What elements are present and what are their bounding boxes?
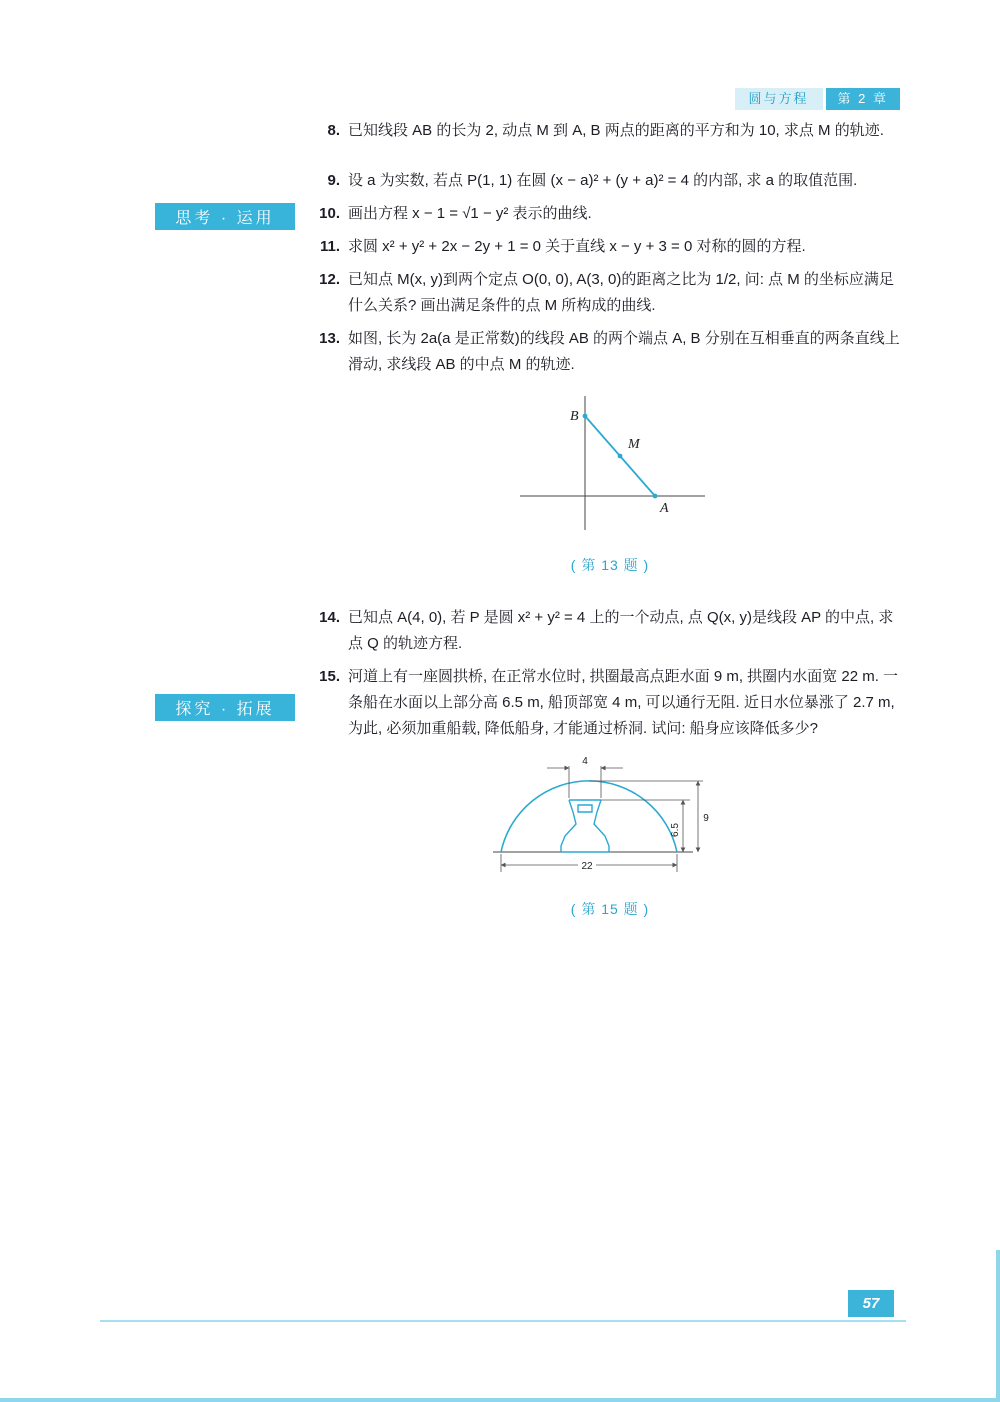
problem-text: 河道上有一座圆拱桥, 在正常水位时, 拱圈最高点距水面 9 m, 拱圈内水面宽 22 m. 一条船在水面以上部分高 6.5 m, 船顶部宽 4 m, 可以通行无阻. 近日水位暴涨了 2.7 m, 为此, 必须加重船载, 降低船身, 才能通过桥洞. 试问: 船身应该降低多少? [348,668,899,737]
figure-15-diagram [485,752,735,884]
figure-13-diagram [490,388,730,540]
problem-9 [308,168,912,194]
problem-text: 画出方程 x − 1 = √1 − y² 表示的曲线. [348,205,592,222]
problem-number: 8. [327,122,340,139]
dim-label-right: 9 [703,813,709,824]
problem-text: 已知点 A(4, 0), 若 P 是圆 x² + y² = 4 上的一个动点, 点 Q(x, y)是线段 AP 的中点, 求点 Q 的轨迹方程. [348,609,894,652]
figure-problem-15 [308,752,912,889]
exercise-column [308,118,912,919]
problem-number: 11. [319,238,340,255]
dim-label-boat: 6.5 [670,823,681,837]
problem-number: 12. [319,271,340,288]
problem-number: 13. [319,330,340,347]
footer-rule [100,1320,906,1322]
page-edge-decoration-bottom [0,1398,1000,1402]
problem-13 [308,326,912,378]
label-b: B [570,409,579,424]
problem-11 [308,234,912,260]
figure-13-caption: ( 第 13 题 ) [570,557,650,573]
figure-problem-13 [308,388,912,545]
problem-10 [308,201,912,227]
problem-12 [308,267,912,319]
chapter-header [735,88,900,110]
chapter-section-label: 圆与方程 [735,88,823,110]
label-a: A [660,501,669,516]
page-edge-decoration-right [996,1250,1000,1402]
problem-number: 14. [319,609,340,626]
problem-8 [308,118,912,144]
page-number-badge: 57 [848,1290,894,1317]
bridge-arch [501,781,677,852]
problem-number: 15. [319,668,340,685]
section-badge-think-apply: 思考 · 运用 [155,203,295,230]
problem-text: 已知点 M(x, y)到两个定点 O(0, 0), A(3, 0)的距离之比为 1/2, 问: 点 M 的坐标应满足什么关系? 画出满足条件的点 M 所构成的曲线. [348,271,894,314]
problem-number: 9. [327,172,340,189]
problem-text: 已知线段 AB 的长为 2, 动点 M 到 A, B 两点的距离的平方和为 10, 求点 M 的轨迹. [348,122,884,139]
problem-text: 求圆 x² + y² + 2x − 2y + 1 = 0 关于直线 x − y + 3 = 0 对称的圆的方程. [348,238,806,255]
point-m [618,454,623,459]
dim-label-bottom: 22 [581,861,593,872]
problem-text: 设 a 为实数, 若点 P(1, 1) 在圆 (x − a)² + (y + a)² = 4 的内部, 求 a 的取值范围. [348,172,858,189]
figure-15-caption: ( 第 15 题 ) [570,901,650,917]
point-b [583,414,588,419]
dim-label-top: 4 [582,756,588,767]
problem-14 [308,605,912,657]
chapter-number-badge: 第 2 章 [826,88,900,110]
point-a [653,494,658,499]
problem-15 [308,664,912,742]
boat [561,800,609,852]
problem-text: 如图, 长为 2a(a 是正常数)的线段 AB 的两个端点 A, B 分别在互相垂直的两条直线上滑动, 求线段 AB 的中点 M 的轨迹. [348,330,900,373]
label-m: M [628,437,640,452]
section-badge-explore-extend: 探究 · 拓展 [155,694,295,721]
problem-number: 10. [319,205,340,222]
